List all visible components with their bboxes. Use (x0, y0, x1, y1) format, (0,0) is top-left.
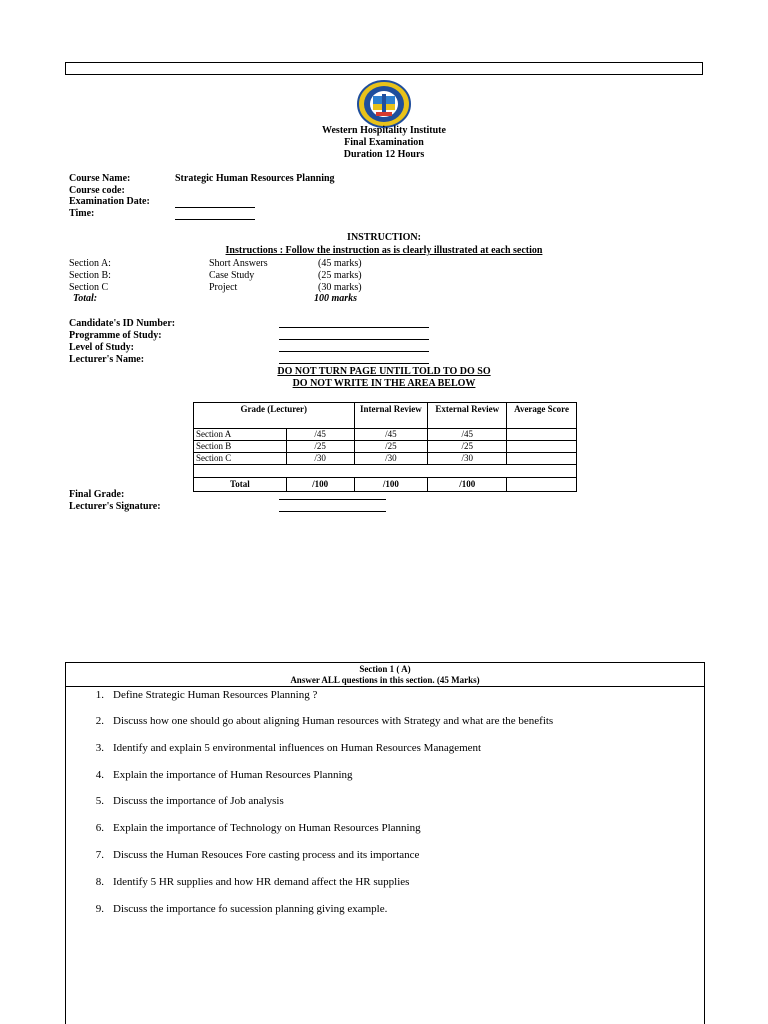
grade-table (193, 402, 577, 492)
header-average-score: Average Score (507, 403, 577, 429)
question-item (86, 769, 353, 782)
level-line (279, 351, 429, 352)
question-number: 9. (95, 903, 104, 915)
question-number: 2. (95, 715, 104, 727)
instruction-title: INSTRUCTION: (347, 232, 421, 243)
question-text: Explain the importance of Technology on Human Resources Planning (113, 822, 421, 834)
section-c-marks: (30 marks) (318, 282, 362, 293)
institute-logo-emblem (357, 80, 411, 128)
course-code-label: Course code: (69, 185, 125, 196)
lecturer-signature-line (279, 511, 386, 512)
section-a-marks: (45 marks) (318, 258, 362, 269)
total-external: /100 (428, 478, 507, 492)
lecturer-name-line (279, 363, 429, 364)
exam-date-line (175, 207, 255, 208)
question-number: 4. (95, 769, 104, 781)
row-average (507, 429, 577, 441)
row-section: Section B (194, 441, 287, 453)
row-section: Section C (194, 453, 287, 465)
final-grade-line (279, 499, 386, 500)
table-spacer-row (194, 465, 577, 478)
question-text: Discuss the Human Resouces Fore casting process and its importance (113, 849, 420, 861)
total-label: Total: (73, 293, 98, 304)
row-lecturer: /45 (286, 429, 354, 441)
course-name-label: Course Name: (69, 173, 131, 184)
section-1-header (66, 663, 704, 687)
row-internal: /45 (354, 429, 428, 441)
total-value: 100 marks (314, 293, 358, 304)
warning-no-write: DO NOT WRITE IN THE AREA BELOW (292, 378, 476, 389)
question-item (86, 795, 284, 808)
question-item (86, 903, 387, 916)
time-line (175, 219, 255, 220)
question-number: 5. (95, 795, 104, 807)
row-internal: /30 (354, 453, 428, 465)
lecturer-name-label: Lecturer's Name: (69, 354, 145, 365)
section-c-label: Section C (69, 282, 109, 293)
question-item (86, 715, 553, 728)
question-number: 6. (95, 822, 104, 834)
programme-label: Programme of Study: (69, 330, 162, 341)
row-external: /45 (428, 429, 507, 441)
question-item (86, 742, 481, 755)
exam-duration: Duration 12 Hours (343, 149, 425, 160)
instruction-text: Instructions : Follow the instruction as is clearly illustrated at each section (225, 245, 543, 256)
table-total-row (194, 478, 577, 492)
question-text: Discuss the importance of Job analysis (113, 795, 284, 807)
lecturer-signature-label: Lecturer's Signature: (69, 501, 161, 512)
question-text: Explain the importance of Human Resources Planning (113, 769, 353, 781)
question-item (86, 689, 317, 702)
time-label: Time: (69, 208, 95, 219)
row-average (507, 453, 577, 465)
header-external-review: External Review (428, 403, 507, 429)
level-label: Level of Study: (69, 342, 134, 353)
question-item (86, 849, 419, 862)
section-a-type: Short Answers (209, 258, 268, 269)
question-text: Discuss how one should go about aligning Human resources with Strategy and what are the benefits (113, 715, 554, 727)
total-internal: /100 (354, 478, 428, 492)
course-name-value: Strategic Human Resources Planning (175, 173, 335, 184)
question-text: Identify 5 HR supplies and how HR demand affect the HR supplies (113, 876, 410, 888)
question-number: 7. (95, 849, 104, 861)
question-text: Identify and explain 5 environmental influences on Human Resources Management (113, 742, 482, 754)
header-grade-lecturer: Grade (Lecturer) (194, 403, 355, 429)
top-box (65, 62, 703, 75)
institute-name: Western Hospitality Institute (322, 125, 446, 136)
question-number: 3. (95, 742, 104, 754)
section-c-type: Project (209, 282, 238, 293)
exam-date-label: Examination Date: (69, 196, 150, 207)
question-item (86, 822, 421, 835)
total-section: Total (194, 478, 287, 492)
exam-title: Final Examination (344, 137, 424, 148)
section-b-type: Case Study (209, 270, 255, 281)
warning-turn-page: DO NOT TURN PAGE UNTIL TOLD TO DO SO (277, 366, 491, 377)
section-b-label: Section B: (69, 270, 111, 281)
grade-table-header (194, 403, 577, 429)
header-internal-review: Internal Review (354, 403, 428, 429)
row-average (507, 441, 577, 453)
table-row (194, 453, 577, 465)
section-1-title: Section 1 ( A) (359, 664, 411, 674)
candidate-id-line (279, 327, 429, 328)
row-lecturer: /30 (286, 453, 354, 465)
programme-line (279, 339, 429, 340)
spacer-cell (194, 465, 577, 478)
total-average (507, 478, 577, 492)
candidate-id-label: Candidate's ID Number: (69, 318, 176, 329)
row-lecturer: /25 (286, 441, 354, 453)
question-number: 1. (95, 689, 104, 701)
row-section: Section A (194, 429, 287, 441)
row-external: /25 (428, 441, 507, 453)
section-a-label: Section A: (69, 258, 111, 269)
section-1-subtitle: Answer ALL questions in this section. (45 Marks) (290, 675, 480, 685)
final-grade-label: Final Grade: (69, 489, 125, 500)
row-internal: /25 (354, 441, 428, 453)
table-row (194, 441, 577, 453)
section-b-marks: (25 marks) (318, 270, 362, 281)
question-item (86, 876, 409, 889)
question-number: 8. (95, 876, 104, 888)
row-external: /30 (428, 453, 507, 465)
table-row (194, 429, 577, 441)
question-text: Define Strategic Human Resources Planning ? (113, 689, 318, 701)
question-text: Discuss the importance fo sucession planning giving example. (113, 903, 388, 915)
total-lecturer: /100 (286, 478, 354, 492)
